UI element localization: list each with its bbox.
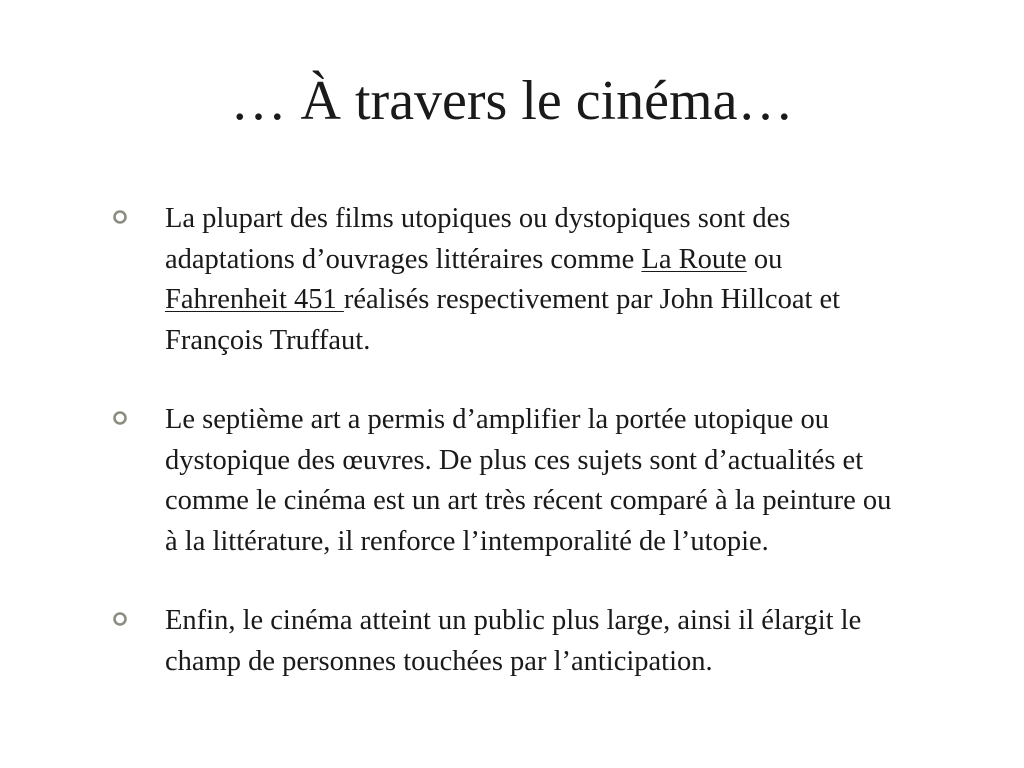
slide-title: … À travers le cinéma…	[230, 70, 794, 132]
bullet-text-segment: réalisés respectivement par John Hillcoat et François Truffaut.	[165, 284, 841, 356]
ring-bullet-icon	[112, 209, 128, 225]
bullet-list	[0, 199, 1024, 721]
bullet-text: Enfin, le cinéma atteint un public plus large, ainsi il élargit le champ de personnes touchées par l’anticipation.	[165, 605, 862, 677]
ring-bullet-icon	[112, 611, 128, 627]
la-route-link[interactable]: La Route	[641, 243, 747, 275]
ring-bullet-icon	[112, 410, 128, 426]
bullet-item-septieme-art	[0, 400, 910, 562]
bullet-text-segment: ou	[746, 243, 783, 275]
bullet-text	[165, 199, 910, 361]
bullet-item-public	[0, 601, 910, 682]
bullet-text-segment: La plupart des films utopiques ou dystopiques sont des adaptations d’ouvrages littéraires comme	[165, 203, 791, 275]
fahrenheit-451-link[interactable]: Fahrenheit 451	[165, 284, 344, 315]
bullet-item-adaptations	[0, 199, 910, 361]
bullet-text: Le septième art a permis d’amplifier la portée utopique ou dystopique des œuvres. De plus ces sujets sont d’actualités et comme le cinéma est un art très récent comparé à la peinture ou à la littérature, il renforce l’intemporalité de l’utopie.	[165, 404, 892, 557]
